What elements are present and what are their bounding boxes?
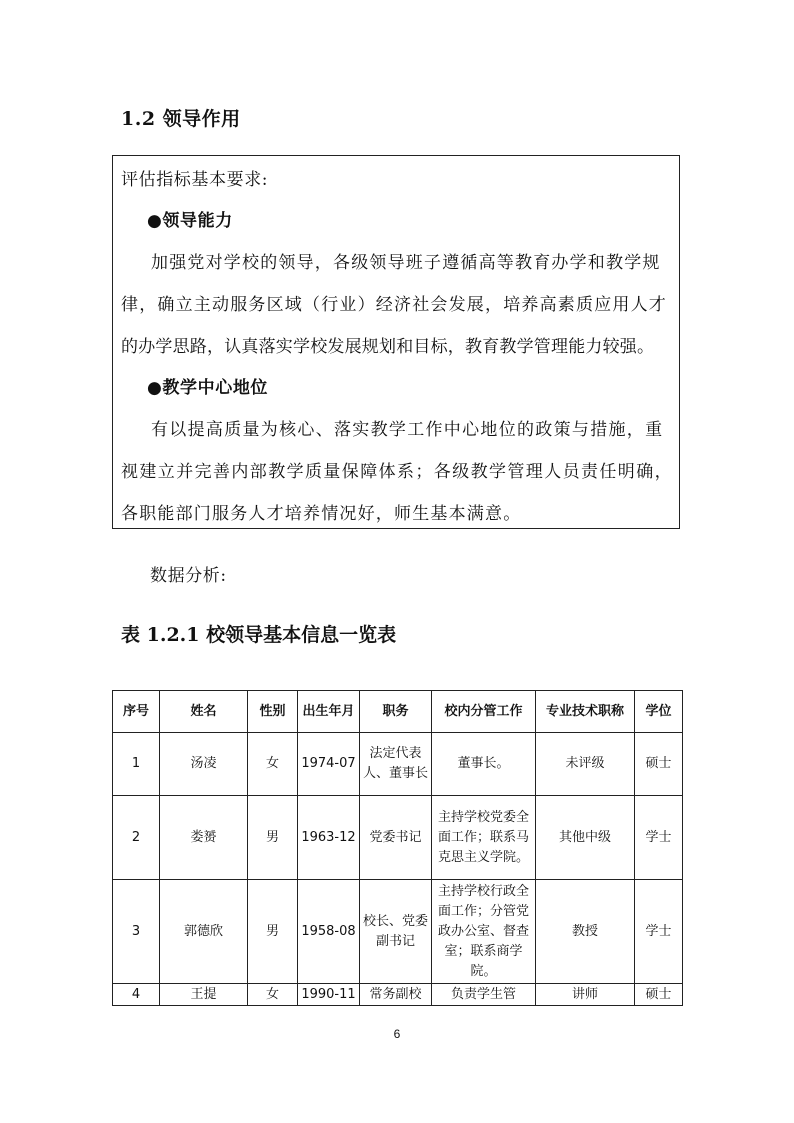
cell-birth: 1963-12 (298, 796, 360, 880)
requirements-intro: 评估指标基本要求: (121, 170, 269, 190)
cell-gender: 女 (248, 984, 298, 1006)
header-title: 专业技术职称 (536, 691, 635, 733)
cell-gender: 男 (248, 796, 298, 880)
cell-title: 讲师 (536, 984, 635, 1006)
cell-gender: 男 (248, 880, 298, 984)
cell-birth: 1990-11 (298, 984, 360, 1006)
cell-no: 4 (113, 984, 160, 1006)
cell-name: 郭德欣 (160, 880, 248, 984)
leadership-line-3: 的办学思路，认真落实学校发展规划和目标，教育教学管理能力较强。 (121, 337, 655, 357)
teaching-line-2: 视建立并完善内部教学质量保障体系；各级教学管理人员责任明确， (121, 462, 673, 482)
table-row (113, 733, 683, 796)
header-name: 姓名 (160, 691, 248, 733)
leaders-table (112, 690, 683, 1006)
cell-position: 法定代表人、董事长 (360, 733, 432, 796)
teaching-line-1: 有以提高质量为核心、落实教学工作中心地位的政策与措施，重 (151, 420, 664, 440)
leadership-line-2: 律，确立主动服务区域（行业）经济社会发展，培养高素质应用人才 (121, 295, 667, 315)
leadership-line-1: 加强党对学校的领导，各级领导班子遵循高等教育办学和教学规 (151, 253, 661, 273)
cell-duty: 主持学校行政全面工作；分管党政办公室、督查室；联系商学院。 (432, 880, 536, 984)
cell-duty: 负责学生管 (432, 984, 536, 1006)
cell-no: 1 (113, 733, 160, 796)
header-position: 职务 (360, 691, 432, 733)
cell-no: 2 (113, 796, 160, 880)
analysis-label: 数据分析: (150, 566, 227, 586)
cell-name: 汤凌 (160, 733, 248, 796)
teaching-heading: ●教学中心地位 (147, 378, 269, 398)
cell-degree: 硕士 (635, 984, 683, 1006)
header-duty: 校内分管工作 (432, 691, 536, 733)
cell-position: 常务副校 (360, 984, 432, 1006)
leadership-heading: ●领导能力 (147, 211, 233, 231)
cell-title: 教授 (536, 880, 635, 984)
cell-duty: 董事长。 (432, 733, 536, 796)
cell-position: 党委书记 (360, 796, 432, 880)
cell-degree: 硕士 (635, 733, 683, 796)
header-no: 序号 (113, 691, 160, 733)
table-header-row (113, 691, 683, 733)
page-number: 6 (393, 1027, 401, 1041)
cell-duty: 主持学校党委全面工作；联系马克思主义学院。 (432, 796, 536, 880)
cell-title: 未评级 (536, 733, 635, 796)
table-row (113, 984, 683, 1006)
cell-title: 其他中级 (536, 796, 635, 880)
cell-name: 王提 (160, 984, 248, 1006)
cell-gender: 女 (248, 733, 298, 796)
cell-degree: 学士 (635, 880, 683, 984)
requirements-box (112, 155, 680, 529)
cell-name: 娄赟 (160, 796, 248, 880)
teaching-line-3: 各职能部门服务人才培养情况好，师生基本满意。 (121, 504, 522, 524)
header-birth: 出生年月 (298, 691, 360, 733)
table-row (113, 796, 683, 880)
cell-birth: 1974-07 (298, 733, 360, 796)
header-gender: 性别 (248, 691, 298, 733)
cell-position: 校长、党委副书记 (360, 880, 432, 984)
cell-degree: 学士 (635, 796, 683, 880)
header-degree: 学位 (635, 691, 683, 733)
cell-no: 3 (113, 880, 160, 984)
section-title: 1.2 领导作用 (121, 108, 241, 130)
table-row (113, 880, 683, 984)
table-title: 表 1.2.1 校领导基本信息一览表 (121, 624, 397, 646)
cell-birth: 1958-08 (298, 880, 360, 984)
